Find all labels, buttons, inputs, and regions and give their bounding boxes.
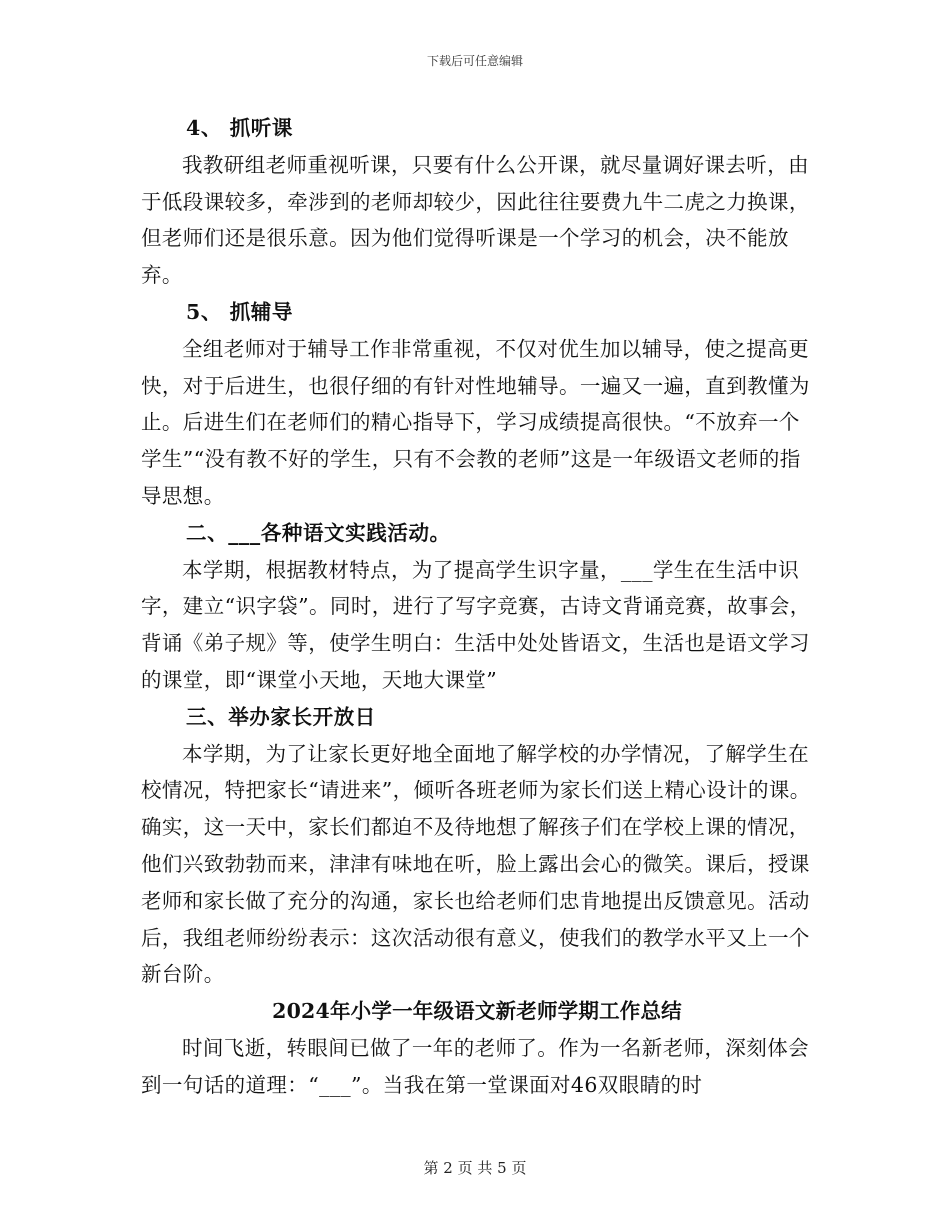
paragraph-tutoring: 全组老师对于辅导工作非常重视，不仅对优生加以辅导，使之提高更快，对于后进生，也很仔细的有针对性地辅导。一遍又一遍，直到教懂为止。后进生们在老师们的精心指导下，学习成绩提高很快。“不放弃一个学生”“没有教不好的学生，只有不会教的老师”这是一年级语文老师的指导思想。 xyxy=(141,336,810,508)
heading-tutoring: 5、 抓辅导 xyxy=(186,299,294,324)
page-header: 下载后可任意编辑 xyxy=(426,54,523,68)
article-title: 2024年小学一年级语文新老师学期工作总结 xyxy=(272,999,682,1024)
paragraph-intro: 时间飞逝，转眼间已做了一年的老师了。作为一名新老师，深刻体会到一句话的道理：“___”。当我在第一堂课面对46双眼睛的时 xyxy=(141,1035,809,1097)
paragraph-activities: 本学期，根据教材特点，为了提高学生识字量，___学生在生活中识字，建立“识字袋”。同时，进行了写字竞赛，古诗文背诵竞赛，故事会，背诵《弟子规》等，使学生明白：生活中处处皆语文，生活也是语文学习的课堂，即“课堂小天地，天地大课堂” xyxy=(141,557,811,692)
heading-open-day: 三、举办家长开放日 xyxy=(186,704,376,729)
document-body xyxy=(141,110,813,1104)
page-footer: 第 2 页 共 5 页 xyxy=(423,1159,527,1177)
paragraph-open-day: 本学期，为了让家长更好地全面地了解学校的办学情况，了解学生在校情况，特把家长“请进来”，倾听各班老师为家长们送上精心设计的课。确实，这一天中，家长们都迫不及待地想了解孩子们在学校上课的情况，他们兴致勃勃而来，津津有味地在听，脸上露出会心的微笑。课后，授课老师和家长做了充分的沟通，家长也给老师们忠肯地提出反馈意见。活动后，我组老师纷纷表示：这次活动很有意义，使我们的教学水平又上一个新台阶。 xyxy=(141,741,811,987)
heading-activities: 二、___各种语文实践活动。 xyxy=(186,520,451,545)
heading-listening: 4、 抓听课 xyxy=(186,116,294,140)
paragraph-listening: 我教研组老师重视听课，只要有什么公开课，就尽量调好课去听，由于低段课较多，牵涉到的老师却较少，因此往往要费九牛二虎之力换课，但老师们还是很乐意。因为他们觉得听课是一个学习的机会，决不能放弃。 xyxy=(141,152,810,288)
